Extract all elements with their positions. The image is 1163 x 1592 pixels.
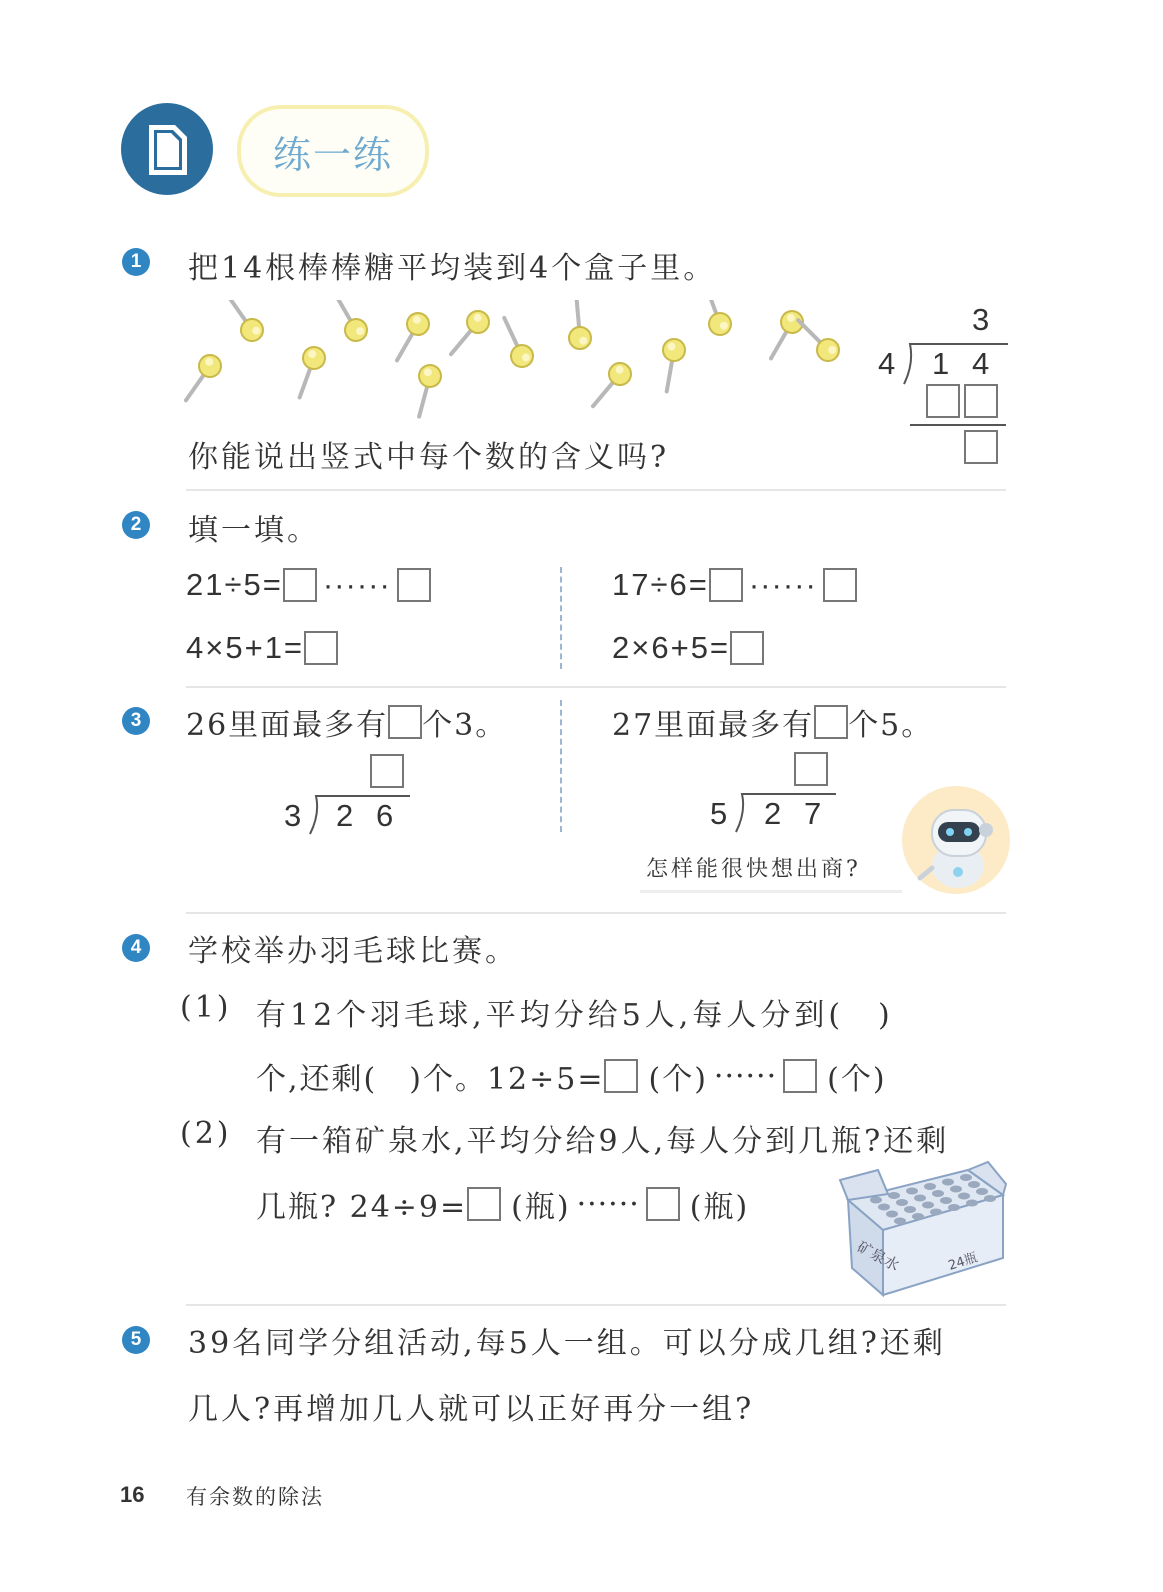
robot-icon <box>898 786 1010 898</box>
quotient-digit: 3 <box>972 302 990 337</box>
bottle-cap-icon <box>906 1188 918 1195</box>
answer-box[interactable] <box>783 1059 817 1093</box>
divider <box>186 489 1006 491</box>
q1-text: 把14根棒棒糖平均装到4个盒子里。 <box>188 251 717 286</box>
bottle-cap-icon <box>878 1204 890 1211</box>
q1-question: 你能说出竖式中每个数的含义吗? <box>188 440 670 475</box>
q4-part2-line1: 有一箱矿泉水,平均分给9人,每人分到几瓶?还剩 <box>256 1124 950 1159</box>
q3-left-long-division: 3 2 6 <box>280 752 420 842</box>
lollipop-icon <box>387 309 433 366</box>
question-number-4: 4 <box>122 934 150 962</box>
column-divider <box>560 700 562 832</box>
answer-box[interactable] <box>730 631 764 665</box>
lollipops-illustration <box>180 300 870 420</box>
lollipop-icon <box>761 307 807 364</box>
q1-long-division <box>872 300 1012 475</box>
question-number-1: 1 <box>122 248 150 276</box>
divider <box>186 1304 1006 1306</box>
q3-left-text: 26里面最多有 个3。 <box>186 700 507 744</box>
page-title: 练一练 <box>272 132 393 177</box>
bottle-cap-icon <box>896 1199 908 1206</box>
division-bracket <box>306 792 416 836</box>
answer-box[interactable] <box>370 754 404 788</box>
answer-box[interactable] <box>283 568 317 602</box>
chapter-title: 有余数的除法 <box>186 1485 324 1509</box>
bottle-cap-icon <box>904 1206 916 1213</box>
dividend-digit-1: 1 <box>932 346 950 381</box>
q2-right-eq2: 2×6+5= <box>612 630 764 666</box>
q5-line1: 39名同学分组活动,每5人一组。可以分成几组?还剩 <box>188 1326 946 1361</box>
bottle-cap-icon <box>984 1195 996 1202</box>
lollipop-icon <box>791 313 844 366</box>
bottle-cap-icon <box>966 1200 978 1207</box>
lollipop-icon <box>565 300 592 350</box>
column-divider <box>560 567 562 669</box>
q3-right-long-division: 5 2 7 <box>706 752 846 842</box>
q2-right-eq1: 17÷6= ······ <box>612 567 857 603</box>
document-icon <box>121 103 213 195</box>
answer-box[interactable] <box>926 384 960 418</box>
answer-box[interactable] <box>304 631 338 665</box>
answer-box[interactable] <box>964 384 998 418</box>
water-box-label: 矿泉水 <box>854 1237 903 1275</box>
bottle-cap-icon <box>930 1209 942 1216</box>
q4-part2-label: (2) <box>180 1116 232 1151</box>
answer-box[interactable] <box>646 1187 680 1221</box>
q4-part1-label: (1) <box>180 990 232 1025</box>
divider <box>186 686 1006 688</box>
bottle-cap-icon <box>942 1179 954 1186</box>
water-box-illustration <box>838 1160 1008 1300</box>
division-bracket <box>900 340 1010 386</box>
bottle-cap-icon <box>948 1204 960 1211</box>
q4-part2-line2: 几瓶? 24÷9= (瓶) ······ (瓶) <box>256 1186 750 1225</box>
answer-box[interactable] <box>794 752 828 786</box>
robot-hint-text: 怎样能很快想出商? <box>646 857 861 882</box>
question-number-3: 3 <box>122 707 150 735</box>
bottle-cap-icon <box>888 1192 900 1199</box>
lollipop-icon <box>180 351 225 407</box>
page-number: 16 <box>120 1482 145 1507</box>
bottle-cap-icon <box>950 1186 962 1193</box>
divisor-digit: 4 <box>878 346 896 381</box>
bottle-cap-icon <box>922 1202 934 1209</box>
answer-box[interactable] <box>709 568 743 602</box>
answer-box[interactable] <box>964 430 998 464</box>
answer-box[interactable] <box>397 568 431 602</box>
answer-box[interactable] <box>604 1059 638 1093</box>
bottle-cap-icon <box>924 1183 936 1190</box>
bottle-cap-icon <box>886 1211 898 1218</box>
lollipop-icon <box>409 363 444 420</box>
bottle-cap-icon <box>958 1193 970 1200</box>
bottle-cap-icon <box>932 1190 944 1197</box>
q4-part1-line1: 有12个羽毛球,平均分给5人,每人分到( ) <box>256 998 894 1033</box>
bottle-cap-icon <box>912 1213 924 1220</box>
water-box-count: 24瓶 <box>946 1250 980 1274</box>
answer-box[interactable] <box>467 1187 501 1221</box>
lollipop-icon <box>695 300 734 338</box>
lollipop-icon <box>656 337 687 393</box>
q4-part1-line2: 个,还剩( )个。12÷5= (个) ······ (个) <box>256 1058 887 1097</box>
q2-left-eq1: 21÷5= ······ <box>186 567 431 603</box>
question-number-5: 5 <box>122 1326 150 1354</box>
title-pill <box>237 105 429 197</box>
lollipop-icon <box>494 313 536 370</box>
bottle-cap-icon <box>968 1181 980 1188</box>
bottle-cap-icon <box>976 1188 988 1195</box>
q2-left-eq2: 4×5+1= <box>186 630 338 666</box>
lollipop-icon <box>443 307 494 362</box>
q5-line2: 几人?再增加几人就可以正好再分一组? <box>188 1392 755 1427</box>
q2-text: 填一填。 <box>188 513 320 548</box>
lollipop-icon <box>325 300 371 345</box>
bottle-cap-icon <box>960 1174 972 1181</box>
bottle-cap-icon <box>940 1197 952 1204</box>
bottle-cap-icon <box>894 1218 906 1225</box>
question-number-2: 2 <box>122 511 150 539</box>
lollipop-icon <box>219 300 267 345</box>
bottle-cap-icon <box>914 1195 926 1202</box>
dividend-digit-2: 4 <box>972 346 990 381</box>
lollipop-icon <box>289 344 328 401</box>
answer-box[interactable] <box>814 705 848 739</box>
q3-right-text: 27里面最多有 个5。 <box>612 700 933 744</box>
answer-box[interactable] <box>823 568 857 602</box>
lollipop-icon <box>585 359 636 414</box>
section-header <box>121 103 431 195</box>
answer-box[interactable] <box>388 705 422 739</box>
robot-hint-bubble <box>640 846 902 893</box>
division-bracket <box>732 790 842 834</box>
q4-text: 学校举办羽毛球比赛。 <box>188 934 518 969</box>
bottle-cap-icon <box>870 1197 882 1204</box>
divider <box>186 912 1006 914</box>
